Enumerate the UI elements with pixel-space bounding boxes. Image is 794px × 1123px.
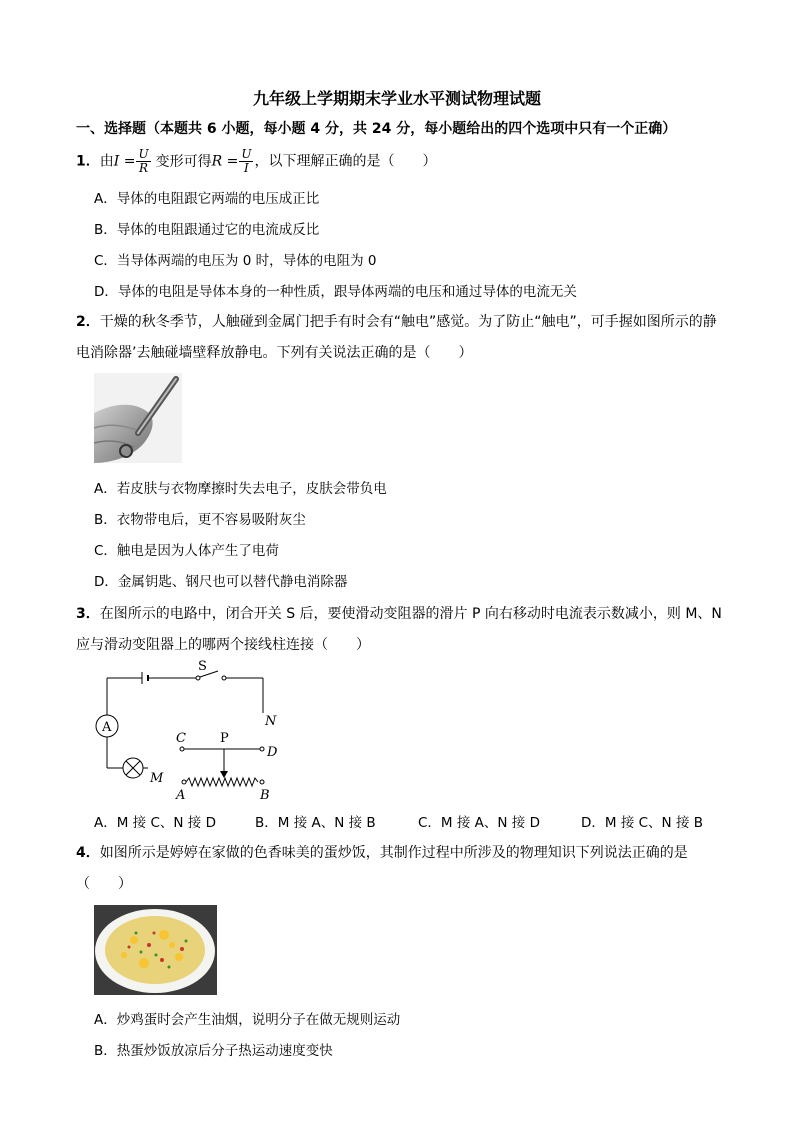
option-d: D．M 接 C、N 接 B <box>581 815 703 831</box>
question-4-line-2: （ ） <box>76 876 132 892</box>
terminal-c-label: C <box>176 731 186 746</box>
fraction-u-over-i <box>239 148 253 175</box>
question-2-line-2: 电消除器’去触碰墙壁释放静电。下列有关说法正确的是（ ） <box>76 345 473 361</box>
question-text: 如图所示是婷婷在家做的色香味美的蛋炒饭，其制作过程中所涉及的物理知识下列说法正确的是 <box>99 845 688 861</box>
switch-label: S <box>198 659 207 674</box>
option-a: A．炒鸡蛋时会产生油烟，说明分子在做无规则运动 <box>94 1012 401 1028</box>
question-number: 1． <box>76 153 100 170</box>
terminal-b-label: B <box>260 788 270 803</box>
question-3-line-1 <box>76 603 722 623</box>
terminal-b <box>260 780 264 784</box>
terminal-d-label: D <box>267 745 278 760</box>
option-c: C．触电是因为人体产生了电荷 <box>94 543 279 559</box>
terminal-c <box>180 747 184 751</box>
option-b: B．衣物带电后，更不容易吸附灰尘 <box>94 512 306 528</box>
fraction-numerator: U <box>138 147 149 161</box>
fraction-numerator: U <box>241 147 252 161</box>
option-c: C．M 接 A、N 接 D <box>418 815 540 831</box>
section-heading: 一、选择题（本题共 6 小题，每小题 4 分，共 24 分，每小题给出的四个选项中只有一个正确） <box>76 121 677 137</box>
page-title: 九年级上学期期末学业水平测试物理试题 <box>252 89 541 108</box>
fraction-denominator: R <box>139 161 149 175</box>
formula-lhs: I = <box>113 153 136 170</box>
terminal-a-label: A <box>176 788 186 803</box>
fried-rice-photo <box>94 905 217 995</box>
q1-stem-part: ，以下理解正确的是（ ） <box>254 153 437 170</box>
question-number: 4． <box>76 845 100 861</box>
q1-stem-part: 变形可得 <box>155 153 212 170</box>
question-1-stem <box>76 148 436 175</box>
slider-p-label: P <box>220 731 229 746</box>
option-a: A．导体的电阻跟它两端的电压成正比 <box>94 191 320 207</box>
option-a: A．M 接 C、N 接 D <box>94 815 216 831</box>
q1-stem-part: 由 <box>99 153 114 170</box>
question-2-line-1 <box>76 311 717 331</box>
question-3-line-2: 应与滑动变阻器上的哪两个接线柱连接（ ） <box>76 637 370 653</box>
option-a: A．若皮肤与衣物摩擦时失去电子，皮肤会带负电 <box>94 481 387 497</box>
terminal-n-label: N <box>265 714 277 729</box>
option-d: D．导体的电阻是导体本身的一种性质，跟导体两端的电压和通过导体的电流无关 <box>94 284 577 300</box>
terminal-d <box>260 747 264 751</box>
static-eliminator-photo <box>94 373 182 463</box>
fraction-u-over-r <box>136 148 150 175</box>
question-4-line-1 <box>76 842 688 862</box>
terminal-a <box>182 780 186 784</box>
circuit-diagram <box>90 658 280 803</box>
resistor-coil <box>186 778 258 786</box>
fraction-denominator: I <box>244 161 249 175</box>
switch-contact <box>222 676 226 680</box>
option-b: B．M 接 A、N 接 B <box>255 815 376 831</box>
option-d: D．金属钥匙、钢尺也可以替代静电消除器 <box>94 574 348 590</box>
question-number: 2． <box>76 314 100 330</box>
question-text: 在图所示的电路中，闭合开关 S 后，要使滑动变阻器的滑片 P 向右移动时电流表示数减小，则 M、N <box>99 606 722 622</box>
switch-contact <box>196 676 200 680</box>
option-b: B．热蛋炒饭放凉后分子热运动速度变快 <box>94 1043 333 1059</box>
formula-lhs: R = <box>211 153 239 170</box>
question-text: 干燥的秋冬季节，人触碰到金属门把手有时会有“触电”感觉。为了防止“触电”，可手握如图所示的静 <box>99 314 717 330</box>
question-number: 3． <box>76 606 100 622</box>
ammeter-label: A <box>102 720 112 735</box>
terminal-m-label: M <box>150 771 164 786</box>
option-c: C．当导体两端的电压为 0 时，导体的电阻为 0 <box>94 253 377 269</box>
option-b: B．导体的电阻跟通过它的电流成反比 <box>94 222 320 238</box>
